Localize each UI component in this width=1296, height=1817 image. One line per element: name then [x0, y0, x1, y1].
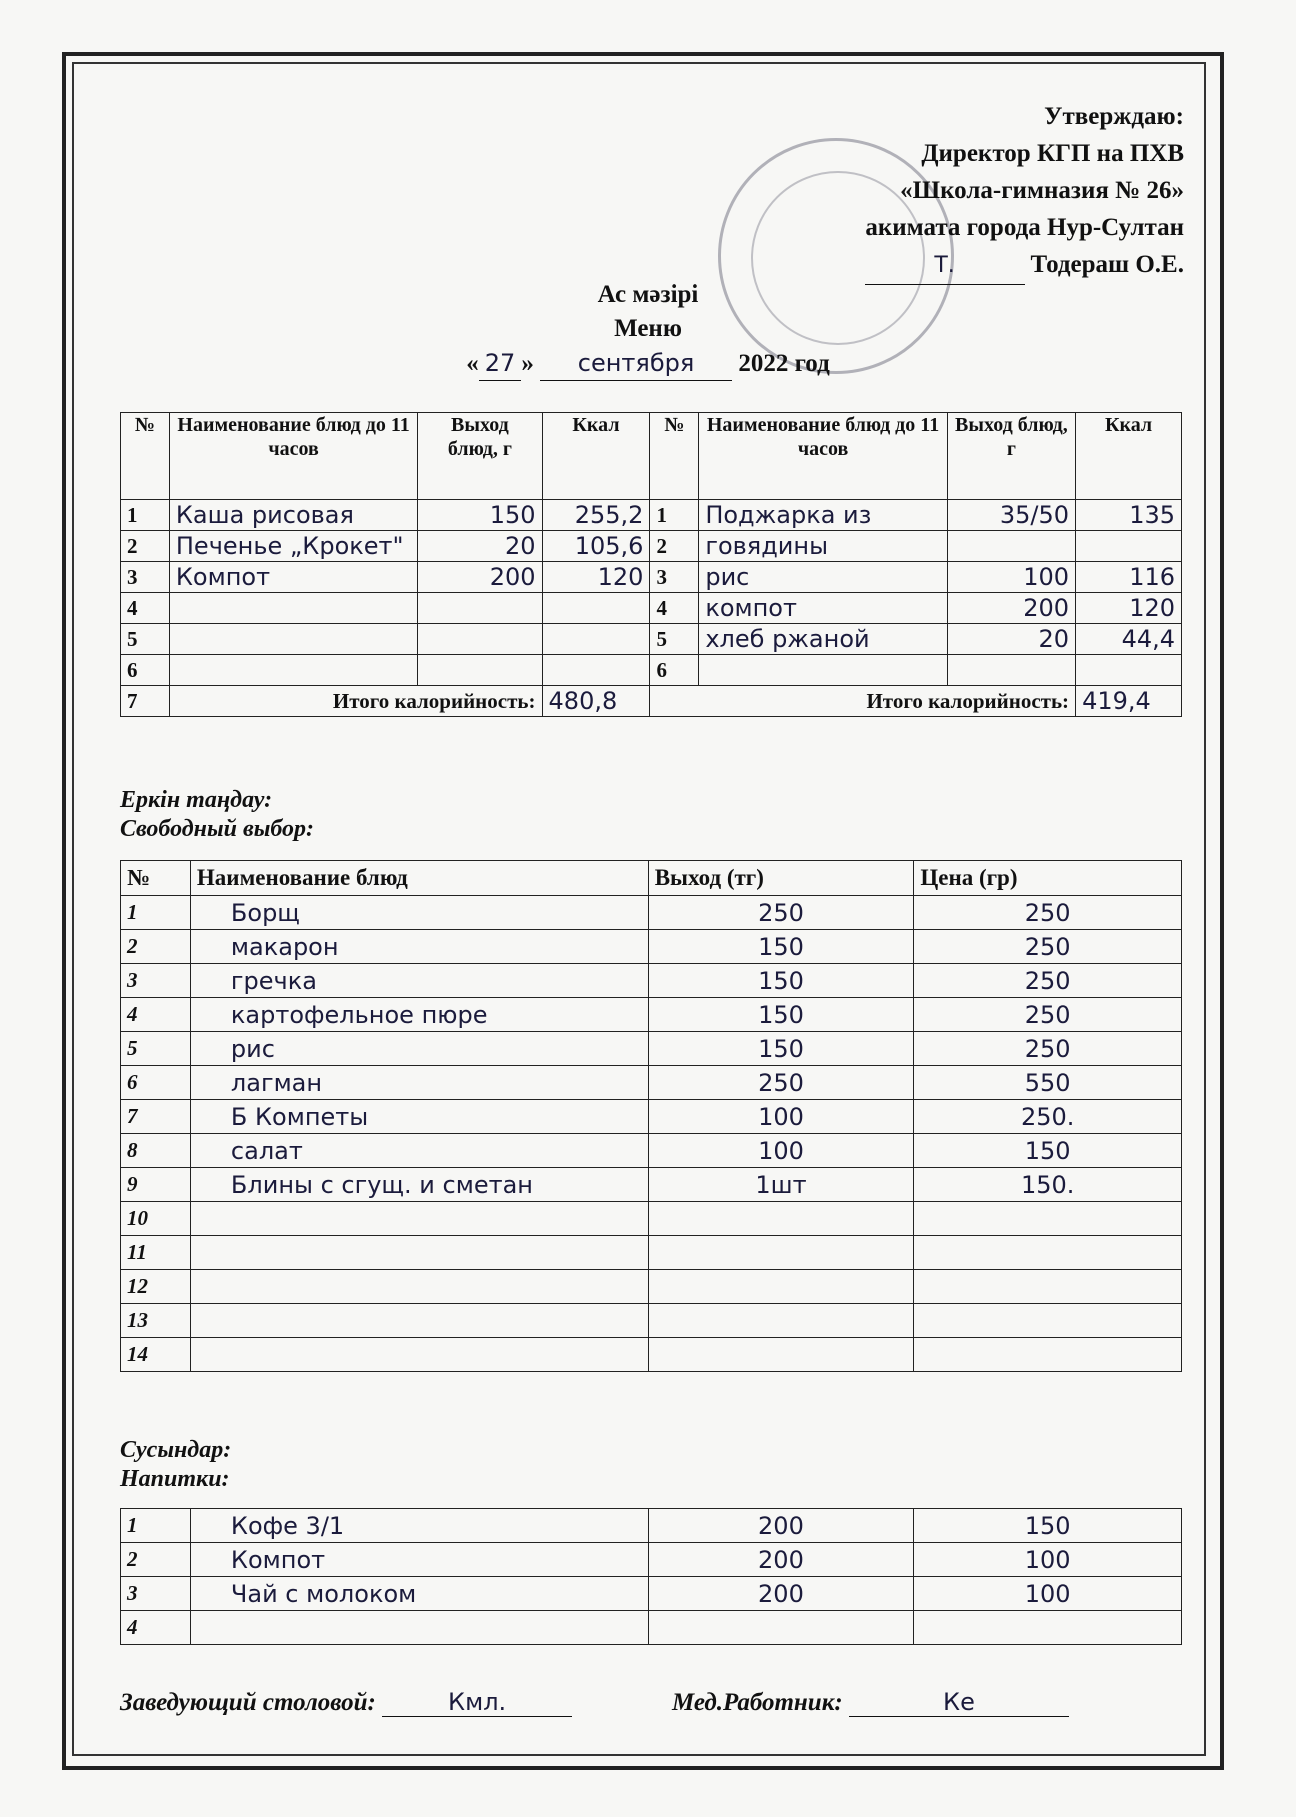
dish-name-right: рис: [699, 562, 947, 593]
dish-name-right: [699, 655, 947, 686]
row-num-left: 6: [121, 655, 170, 686]
fc-header-num: №: [121, 861, 191, 896]
dish-price: 100: [914, 1577, 1182, 1611]
free-choice-row: [121, 964, 1182, 998]
dish-price: 150: [914, 1134, 1182, 1168]
free-choice-body: [121, 896, 1182, 1372]
canteen-label: Заведующий столовой:: [120, 1689, 376, 1716]
dish-name: [190, 1304, 648, 1338]
dish-price: 250: [914, 964, 1182, 998]
dish-output: [648, 1338, 914, 1372]
approval-line4: акимата города Нур-Султан: [865, 214, 1184, 241]
header-output: Выход блюд, г: [418, 413, 542, 500]
row-num-right: 6: [650, 655, 699, 686]
dish-output-left: [418, 655, 542, 686]
dish-name: гречка: [190, 964, 648, 998]
dish-price: [914, 1611, 1182, 1645]
free-choice-row: [121, 1270, 1182, 1304]
dish-name: [190, 1202, 648, 1236]
row-num: 6: [121, 1066, 191, 1100]
fc-header-name: Наименование блюд: [190, 861, 648, 896]
header-kcal-right: Ккал: [1076, 413, 1182, 500]
dish-name-right: хлеб ржаной: [699, 624, 947, 655]
main-menu-table: [120, 412, 1182, 717]
row-num: 9: [121, 1168, 191, 1202]
dish-name: Блины с сгущ. и сметан: [190, 1168, 648, 1202]
total-kcal-right: 419,4: [1076, 686, 1182, 717]
free-choice-row: [121, 1168, 1182, 1202]
dish-price: 550: [914, 1066, 1182, 1100]
header-num-right: №: [650, 413, 699, 500]
dish-output-left: 20: [418, 531, 542, 562]
dish-output-right: 200: [947, 593, 1075, 624]
dish-output: 150: [648, 964, 914, 998]
approval-line3: «Школа-гимназия № 26»: [900, 177, 1184, 204]
dish-name-left: Каша рисовая: [169, 500, 417, 531]
dish-output-right: [947, 655, 1075, 686]
dish-name: рис: [190, 1032, 648, 1066]
row-num: 11: [121, 1236, 191, 1270]
dish-name-left: Компот: [169, 562, 417, 593]
drinks-label-kz: Сусындар:: [120, 1437, 232, 1463]
dish-kcal-right: [1076, 531, 1182, 562]
free-choice-row: [121, 1134, 1182, 1168]
dish-price: 150: [914, 1509, 1182, 1543]
drinks-body: [121, 1509, 1182, 1645]
main-table-row: [121, 624, 1182, 655]
dish-kcal-right: 120: [1076, 593, 1182, 624]
row-num: 1: [121, 1509, 191, 1543]
free-choice-row: [121, 1304, 1182, 1338]
dish-output-left: [418, 624, 542, 655]
row-num-right: 4: [650, 593, 699, 624]
approval-line1: Утверждаю:: [1044, 103, 1184, 130]
row-num-right: 3: [650, 562, 699, 593]
main-table-header: [121, 413, 1182, 500]
header-name: Наименование блюд до 11 часов: [169, 413, 417, 500]
dish-price: 250: [914, 896, 1182, 930]
dish-name: [190, 1611, 648, 1645]
dish-price: [914, 1236, 1182, 1270]
drinks-row: [121, 1509, 1182, 1543]
dish-name-left: [169, 593, 417, 624]
drinks-label-ru: Напитки:: [120, 1466, 230, 1492]
dish-name: картофельное пюре: [190, 998, 648, 1032]
row-num: 1: [121, 896, 191, 930]
dish-output: 100: [648, 1100, 914, 1134]
dish-output: [648, 1270, 914, 1304]
free-choice-row: [121, 1202, 1182, 1236]
row-num: 3: [121, 964, 191, 998]
free-choice-row: [121, 896, 1182, 930]
drinks-row: [121, 1611, 1182, 1645]
dish-price: [914, 1270, 1182, 1304]
med-worker: [672, 1688, 1069, 1717]
dish-price: [914, 1304, 1182, 1338]
drinks-label: [120, 1436, 231, 1494]
approval-line2: Директор КГП на ПХВ: [921, 140, 1184, 167]
dish-name-left: [169, 655, 417, 686]
menu-title: [0, 278, 1296, 381]
menu-year: 2022 год: [738, 350, 830, 377]
dish-name-left: Печенье „Крокет": [169, 531, 417, 562]
row-num-right: 1: [650, 500, 699, 531]
dish-name-left: [169, 624, 417, 655]
dish-name: Чай с молоком: [190, 1577, 648, 1611]
row-num: 12: [121, 1270, 191, 1304]
dish-price: 250: [914, 998, 1182, 1032]
dish-output: 150: [648, 1032, 914, 1066]
dish-output: 200: [648, 1543, 914, 1577]
dish-kcal-right: 135: [1076, 500, 1182, 531]
row-num: 8: [121, 1134, 191, 1168]
dish-output: 150: [648, 930, 914, 964]
dish-price: 250.: [914, 1100, 1182, 1134]
row-num: 14: [121, 1338, 191, 1372]
dish-price: [914, 1202, 1182, 1236]
row-num-left: 4: [121, 593, 170, 624]
dish-output: [648, 1202, 914, 1236]
fc-header-price: Цена (гр): [914, 861, 1182, 896]
free-choice-header: [121, 861, 1182, 896]
row-num-left: 5: [121, 624, 170, 655]
header-name-right: Наименование блюд до 11 часов: [699, 413, 947, 500]
total-num: 7: [121, 686, 170, 717]
menu-day: 27: [479, 346, 522, 381]
free-choice-label: [120, 786, 314, 844]
free-choice-label-kz: Еркін таңдау:: [120, 787, 273, 813]
dish-output: [648, 1236, 914, 1270]
dish-output-right: 100: [947, 562, 1075, 593]
dish-output: 200: [648, 1577, 914, 1611]
dish-name: лагман: [190, 1066, 648, 1100]
free-choice-row: [121, 1338, 1182, 1372]
dish-name: [190, 1236, 648, 1270]
canteen-signature: Кмл.: [382, 1688, 572, 1717]
canteen-head: [120, 1688, 572, 1717]
fc-header-output: Выход (тг): [648, 861, 914, 896]
header-kcal: Ккал: [542, 413, 650, 500]
dish-output: [648, 1611, 914, 1645]
main-table-row: [121, 593, 1182, 624]
dish-output: 1шт: [648, 1168, 914, 1202]
dish-name-right: компот: [699, 593, 947, 624]
menu-title-ru: Меню: [614, 315, 682, 342]
dish-price: 250: [914, 1032, 1182, 1066]
med-signature: Ке: [849, 1688, 1069, 1717]
dish-name: Б Компеты: [190, 1100, 648, 1134]
main-table-total-row: [121, 686, 1182, 717]
drinks-row: [121, 1577, 1182, 1611]
total-label-left: Итого калорийность:: [169, 686, 542, 717]
main-table-row: [121, 500, 1182, 531]
dish-name-right: Поджарка из: [699, 500, 947, 531]
free-choice-row: [121, 930, 1182, 964]
row-num-left: 3: [121, 562, 170, 593]
dish-name: [190, 1338, 648, 1372]
main-table-row: [121, 655, 1182, 686]
dish-name: Кофе 3/1: [190, 1509, 648, 1543]
dish-name-right: говядины: [699, 531, 947, 562]
total-label-right: Итого калорийность:: [650, 686, 1076, 717]
free-choice-row: [121, 998, 1182, 1032]
dish-kcal-right: 44,4: [1076, 624, 1182, 655]
menu-month: сентября: [540, 346, 732, 381]
dish-kcal-right: 116: [1076, 562, 1182, 593]
dish-output: [648, 1304, 914, 1338]
date-quote-close: »: [521, 350, 534, 377]
menu-date: [0, 346, 1296, 381]
free-choice-label-ru: Свободный выбор:: [120, 816, 315, 842]
dish-kcal-right: [1076, 655, 1182, 686]
director-name: Тодераш О.Е.: [1030, 251, 1184, 278]
dish-name: макарон: [190, 930, 648, 964]
row-num: 10: [121, 1202, 191, 1236]
dish-price: [914, 1338, 1182, 1372]
dish-price: 150.: [914, 1168, 1182, 1202]
row-num: 2: [121, 930, 191, 964]
dish-output-right: 35/50: [947, 500, 1075, 531]
row-num-right: 2: [650, 531, 699, 562]
row-num: 4: [121, 998, 191, 1032]
dish-output: 100: [648, 1134, 914, 1168]
dish-output: 250: [648, 1066, 914, 1100]
dish-price: 250: [914, 930, 1182, 964]
row-num-left: 1: [121, 500, 170, 531]
dish-name: [190, 1270, 648, 1304]
free-choice-row: [121, 1032, 1182, 1066]
row-num-right: 5: [650, 624, 699, 655]
dish-output-right: 20: [947, 624, 1075, 655]
dish-output: 200: [648, 1509, 914, 1543]
row-num: 7: [121, 1100, 191, 1134]
row-num: 4: [121, 1611, 191, 1645]
dish-output: 150: [648, 998, 914, 1032]
drinks-table: [120, 1508, 1182, 1645]
menu-title-kz: Ас мәзірі: [597, 281, 699, 308]
dish-output-right: [947, 531, 1075, 562]
dish-output-left: 200: [418, 562, 542, 593]
med-label: Мед.Работник:: [672, 1689, 843, 1716]
dish-name: салат: [190, 1134, 648, 1168]
main-table-row: [121, 562, 1182, 593]
dish-name: Борщ: [190, 896, 648, 930]
row-num: 2: [121, 1543, 191, 1577]
free-choice-row: [121, 1236, 1182, 1270]
dish-price: 100: [914, 1543, 1182, 1577]
director-signature: Т.: [865, 247, 1025, 285]
date-quote-open: «: [466, 350, 479, 377]
free-choice-table: [120, 860, 1182, 1372]
drinks-row: [121, 1543, 1182, 1577]
main-table-body: [121, 500, 1182, 686]
row-num: 5: [121, 1032, 191, 1066]
header-num: №: [121, 413, 170, 500]
dish-kcal-left: [542, 624, 650, 655]
dish-kcal-left: [542, 655, 650, 686]
free-choice-row: [121, 1100, 1182, 1134]
row-num-left: 2: [121, 531, 170, 562]
row-num: 3: [121, 1577, 191, 1611]
dish-output: 250: [648, 896, 914, 930]
dish-name: Компот: [190, 1543, 648, 1577]
total-kcal-left: 480,8: [542, 686, 650, 717]
dish-output-left: 150: [418, 500, 542, 531]
dish-kcal-left: [542, 593, 650, 624]
row-num: 13: [121, 1304, 191, 1338]
free-choice-row: [121, 1066, 1182, 1100]
dish-kcal-left: 255,2: [542, 500, 650, 531]
header-output-right: Выход блюд, г: [947, 413, 1075, 500]
main-table-row: [121, 531, 1182, 562]
dish-output-left: [418, 593, 542, 624]
dish-kcal-left: 105,6: [542, 531, 650, 562]
dish-kcal-left: 120: [542, 562, 650, 593]
approval-block: [865, 98, 1184, 285]
